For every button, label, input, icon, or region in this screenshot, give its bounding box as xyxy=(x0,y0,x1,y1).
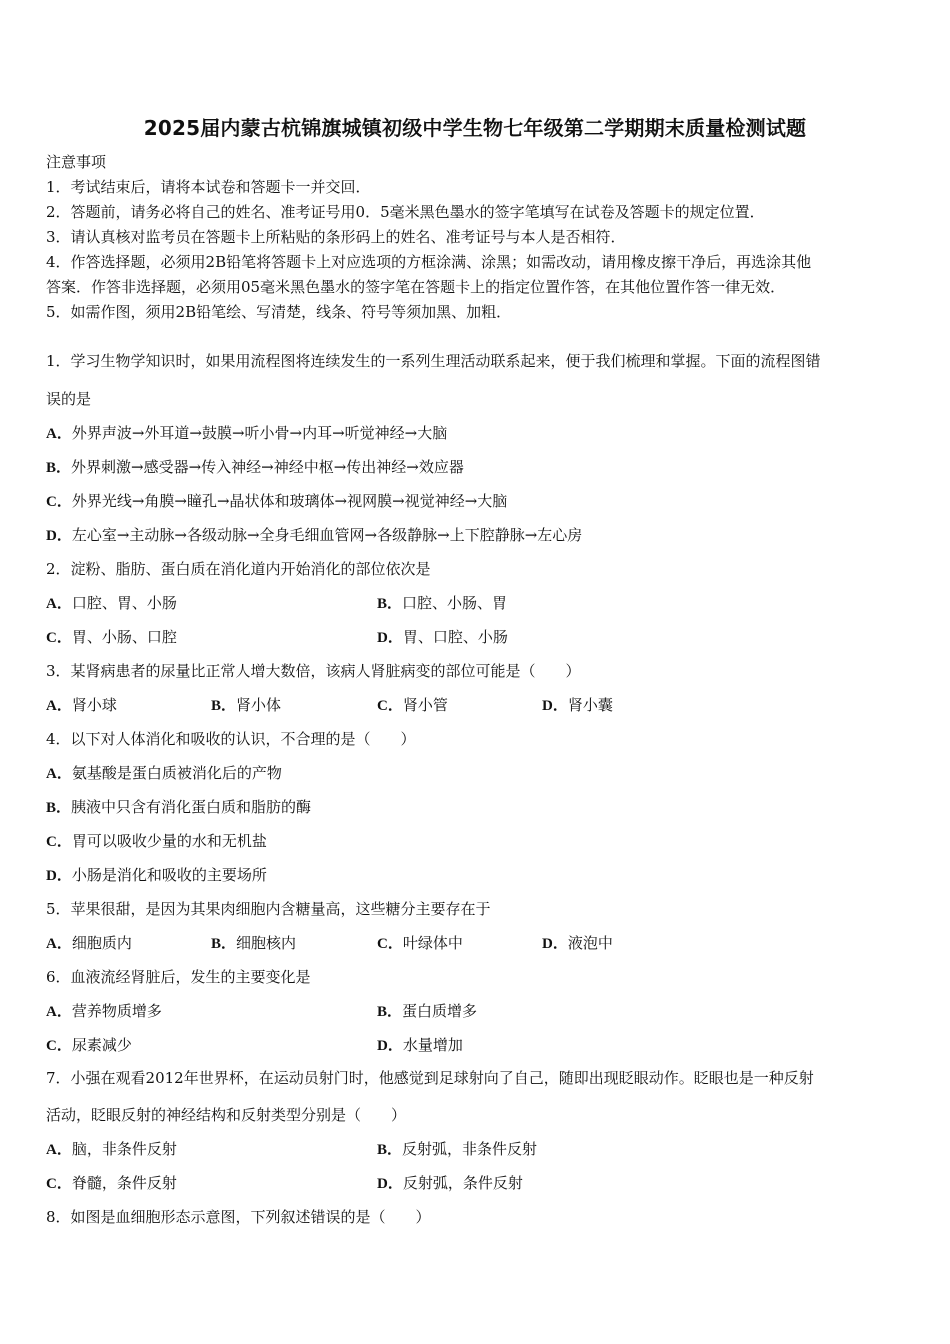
question-5-option-d: D．液泡中 xyxy=(542,934,613,952)
question-2-option-a: A．口腔、胃、小肠 xyxy=(46,594,177,612)
question-6-stem: 6．血液流经肾脏后，发生的主要变化是 xyxy=(46,968,311,986)
question-5-option-b: B．细胞核内 xyxy=(211,934,297,952)
question-2-option-d: D．胃、口腔、小肠 xyxy=(377,628,508,646)
question-5-option-a: A．细胞质内 xyxy=(46,934,132,952)
question-1-option-a: A．外界声波→外耳道→鼓膜→听小骨→内耳→听觉神经→大脑 xyxy=(46,424,448,442)
question-6-option-c: C．尿素减少 xyxy=(46,1036,132,1054)
question-3-option-a: A．肾小球 xyxy=(46,696,117,714)
question-5-stem: 5．苹果很甜，是因为其果肉细胞内含糖量高，这些糖分主要存在于 xyxy=(46,900,491,918)
question-2-stem: 2．淀粉、脂肪、蛋白质在消化道内开始消化的部位依次是 xyxy=(46,560,431,578)
question-2-option-c: C．胃、小肠、口腔 xyxy=(46,628,177,646)
question-3-option-d: D．肾小囊 xyxy=(542,696,613,714)
question-3-stem: 3．某肾病患者的尿量比正常人增大数倍，该病人肾脏病变的部位可能是（ ） xyxy=(46,662,581,680)
question-7-option-c: C．脊髓，条件反射 xyxy=(46,1174,177,1192)
question-6-option-a: A．营养物质增多 xyxy=(46,1002,162,1020)
question-4-option-d: D．小肠是消化和吸收的主要场所 xyxy=(46,866,267,884)
notice-item: 5．如需作图，须用2B铅笔绘、写清楚，线条、符号等须加黑、加粗． xyxy=(46,303,512,321)
notice-item: 1．考试结束后，请将本试卷和答题卡一并交回． xyxy=(46,178,371,196)
question-4-stem: 4．以下对人体消化和吸收的认识，不合理的是（ ） xyxy=(46,730,416,748)
question-7-stem: 7．小强在观看2012年世界杯，在运动员射门时，他感觉到足球射向了自己，随即出现眨眼动作。眨眼也是一种反射 xyxy=(46,1069,814,1087)
notice-item: 4．作答选择题，必须用2B铅笔将答题卡上对应选项的方框涂满、涂黑；如需改动，请用橡皮擦干净后，再选涂其他 xyxy=(46,253,812,271)
question-4-option-c: C．胃可以吸收少量的水和无机盐 xyxy=(46,832,267,850)
question-1-option-d: D．左心室→主动脉→各级动脉→全身毛细血管网→各级静脉→上下腔静脉→左心房 xyxy=(46,526,583,544)
exam-title: 2025届内蒙古杭锦旗城镇初级中学生物七年级第二学期期末质量检测试题 xyxy=(143,116,807,140)
question-7-option-d: D．反射弧，条件反射 xyxy=(377,1174,523,1192)
notice-section xyxy=(46,150,916,325)
notice-item: 3．请认真核对监考员在答题卡上所粘贴的条形码上的姓名、准考证号与本人是否相符． xyxy=(46,228,626,246)
notice-heading: 注意事项 xyxy=(46,153,107,171)
question-3-option-c: C．肾小管 xyxy=(377,696,448,714)
question-7-option-a: A．脑，非条件反射 xyxy=(46,1140,177,1158)
notice-item: 答案．作答非选择题，必须用05毫米黑色墨水的签字笔在答题卡上的指定位置作答，在其他位置作答一律无效． xyxy=(46,278,786,296)
question-4-option-a: A．氨基酸是蛋白质被消化后的产物 xyxy=(46,764,282,782)
question-1-option-c: C．外界光线→角膜→瞳孔→晶状体和玻璃体→视网膜→视觉神经→大脑 xyxy=(46,492,508,510)
notice-item: 2．答题前，请务必将自己的姓名、准考证号用0．5毫米黑色墨水的签字笔填写在试卷及答题卡的规定位置． xyxy=(46,203,765,221)
question-4-option-b: B．胰液中只含有消化蛋白质和脂肪的酶 xyxy=(46,798,312,816)
question-3-option-b: B．肾小体 xyxy=(211,696,282,714)
question-7-stem-cont: 活动，眨眼反射的神经结构和反射类型分别是（ ） xyxy=(46,1106,407,1124)
question-7-option-b: B．反射弧，非条件反射 xyxy=(377,1140,538,1158)
question-1-option-b: B．外界刺激→感受器→传入神经→神经中枢→传出神经→效应器 xyxy=(46,458,464,476)
question-5-option-c: C．叶绿体中 xyxy=(377,934,463,952)
question-6-option-d: D．水量增加 xyxy=(377,1036,463,1054)
question-2-option-b: B．口腔、小肠、胃 xyxy=(377,594,508,612)
question-6-option-b: B．蛋白质增多 xyxy=(377,1002,478,1020)
question-8-stem: 8．如图是血细胞形态示意图，下列叙述错误的是（ ） xyxy=(46,1208,431,1226)
question-1-stem: 1．学习生物学知识时，如果用流程图将连续发生的一系列生理活动联系起来，便于我们梳理和掌握。下面的流程图错 xyxy=(46,352,821,370)
question-1-stem-cont: 误的是 xyxy=(46,390,92,408)
